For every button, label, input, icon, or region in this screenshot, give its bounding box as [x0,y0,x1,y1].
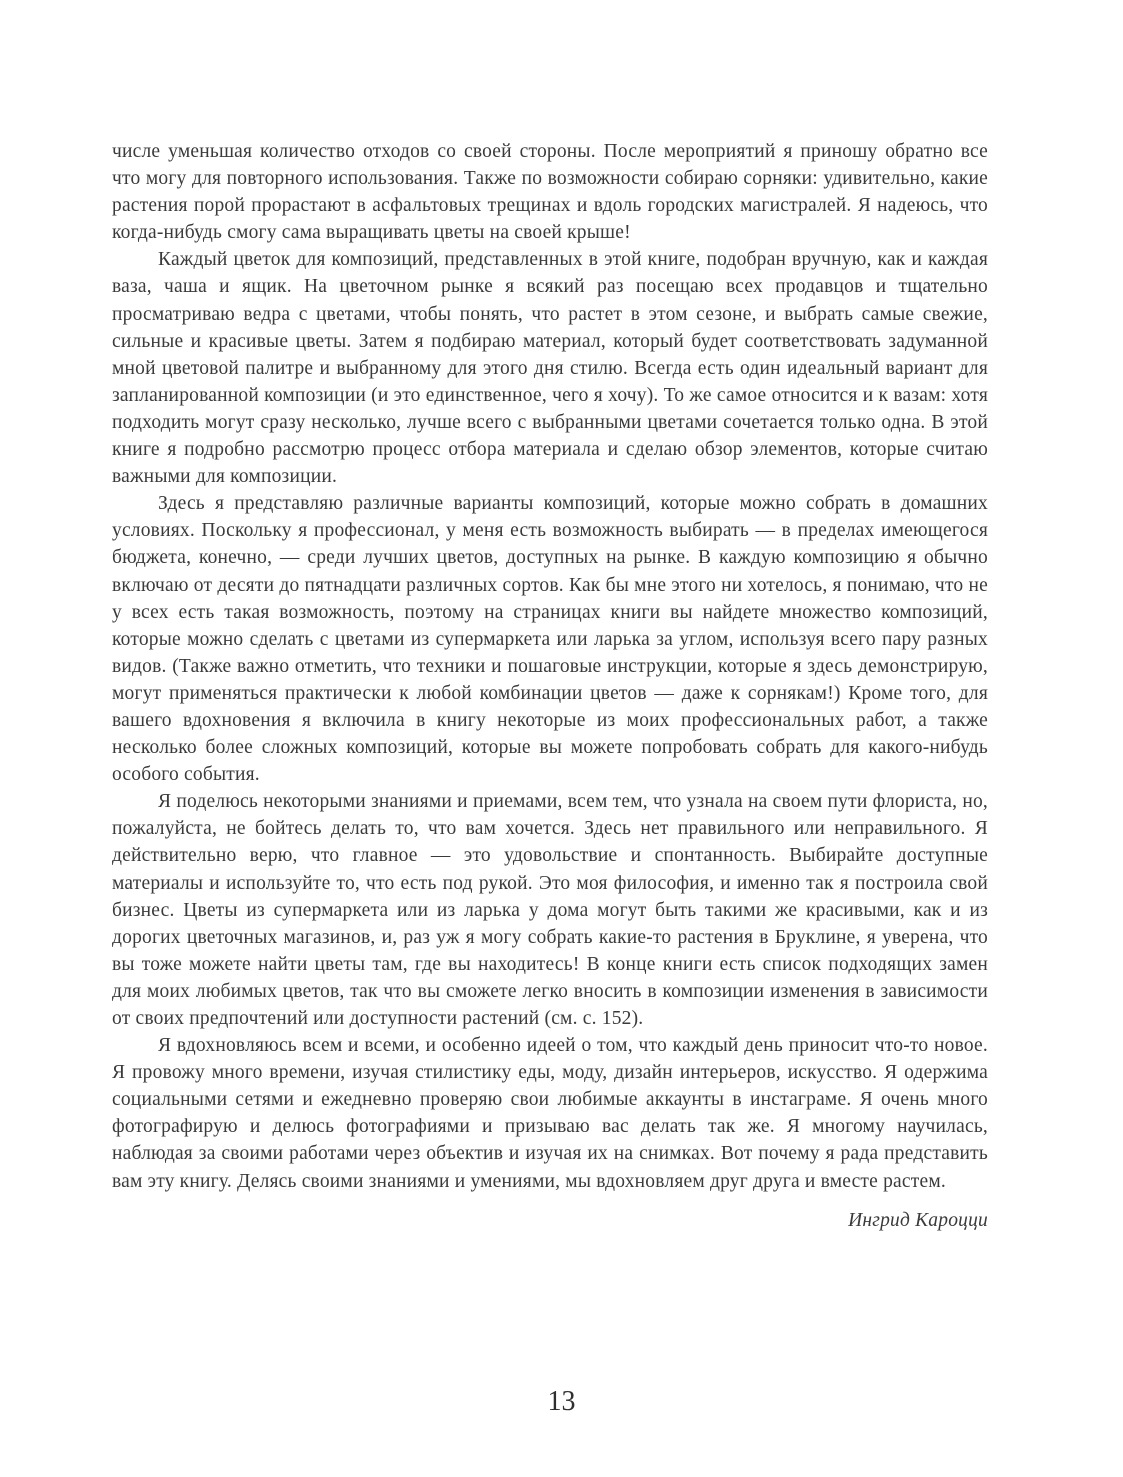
author-signature: Ингрид Кароцци [848,1209,988,1231]
paragraph: Я вдохновляюсь всем и всеми, и особенно идеей о том, что каждый день приносит что-то новое. Я провожу много времени, изучая стилистику еды, моду, дизайн интерьеров, искусство. Я одержима социальными сетями и ежедневно проверяю свои любимые аккаунты в инстаграме. Я очень много фотографирую и делюсь фотографиями и призываю вас делать так же. Я многому научилась, наблюдая за своими работами через объектив и изучая их на снимках. Вот почему я рада представить вам эту книгу. Делясь своими знаниями и умениями, мы вдохновляем друг друга и вместе растем. [112,1035,988,1192]
paragraph: Я поделюсь некоторыми знаниями и приемами, всем тем, что узнала на своем пути флориста, но, пожалуйста, не бойтесь делать то, что вам хочется. Здесь нет правильного или неправильного. Я действительно верю, что главное — это удовольствие и спонтанность. Выбирайте доступные материалы и используйте то, что есть под рукой. Это моя философия, и именно так я построила свой бизнес. Цветы из супермаркета или из ларька у дома могут быть такими же красивыми, как и из дорогих цветочных магазинов, и, раз уж я могу собрать какие-то растения в Бруклине, я уверена, что вы тоже можете найти цветы там, где вы находитесь! В конце книги есть список подходящих замен для моих любимых цветов, так что вы сможете легко вносить в композиции изменения в зависимости от своих предпочтений или доступности растений (см. с. 152). [112,791,988,1029]
paragraph: Здесь я представляю различные варианты композиций, которые можно собрать в домашних условиях. Поскольку я профессионал, у меня есть возможность выбирать — в пределах имеющегося бюджета, конечно, — среди лучших цветов, доступных на рынке. В каждую композицию я обычно включаю от десяти до пятнадцати различных сортов. Как бы мне этого ни хотелось, я понимаю, что не у всех есть такая возможность, поэтому на страницах книги вы найдете множество композиций, которые можно сделать с цветами из супермаркета или ларька за углом, используя всего пару разных видов. (Также важно отметить, что техники и пошаговые инструкции, которые я здесь демонстрирую, могут применяться практически к любой комбинации цветов — даже к сорнякам!) Кроме того, для вашего вдохновения я включила в книгу некоторые из моих профессиональных работ, а также несколько более сложных композиций, которые вы можете попробовать собрать для какого-нибудь особого события. [112,493,988,786]
page-number: 13 [547,1386,576,1417]
body-text [112,138,988,1234]
paragraph: Каждый цветок для композиций, представленных в этой книге, подобран вручную, как и каждая ваза, чаша и ящик. На цветочном рынке я всякий раз посещаю всех продавцов и тщательно просматриваю ведра с цветами, чтобы понять, что растет в этом сезоне, и выбрать самые свежие, сильные и красивые цветы. Затем я подбираю материал, который будет соответствовать задуманной мной цветовой палитре и выбранному для этого дня стилю. Всегда есть один идеальный вариант для запланированной композиции (и это единственное, чего я хочу). То же самое относится и к вазам: хотя подходить могут сразу несколько, лучше всего с выбранными цветами сочетается только одна. В этой книге я подробно рассмотрю процесс отбора материала и сделаю обзор элементов, которые считаю важными для композиции. [112,249,988,488]
paragraph: числе уменьшая количество отходов со своей стороны. После мероприятий я приношу обратно все что могу для повторного использования. Также по возможности собираю сорняки: удивительно, какие растения порой прорастают в асфальтовых трещинах и вдоль городских магистралей. Я надеюсь, что когда-нибудь смогу сама выращивать цветы на своей крыше! [112,141,988,244]
